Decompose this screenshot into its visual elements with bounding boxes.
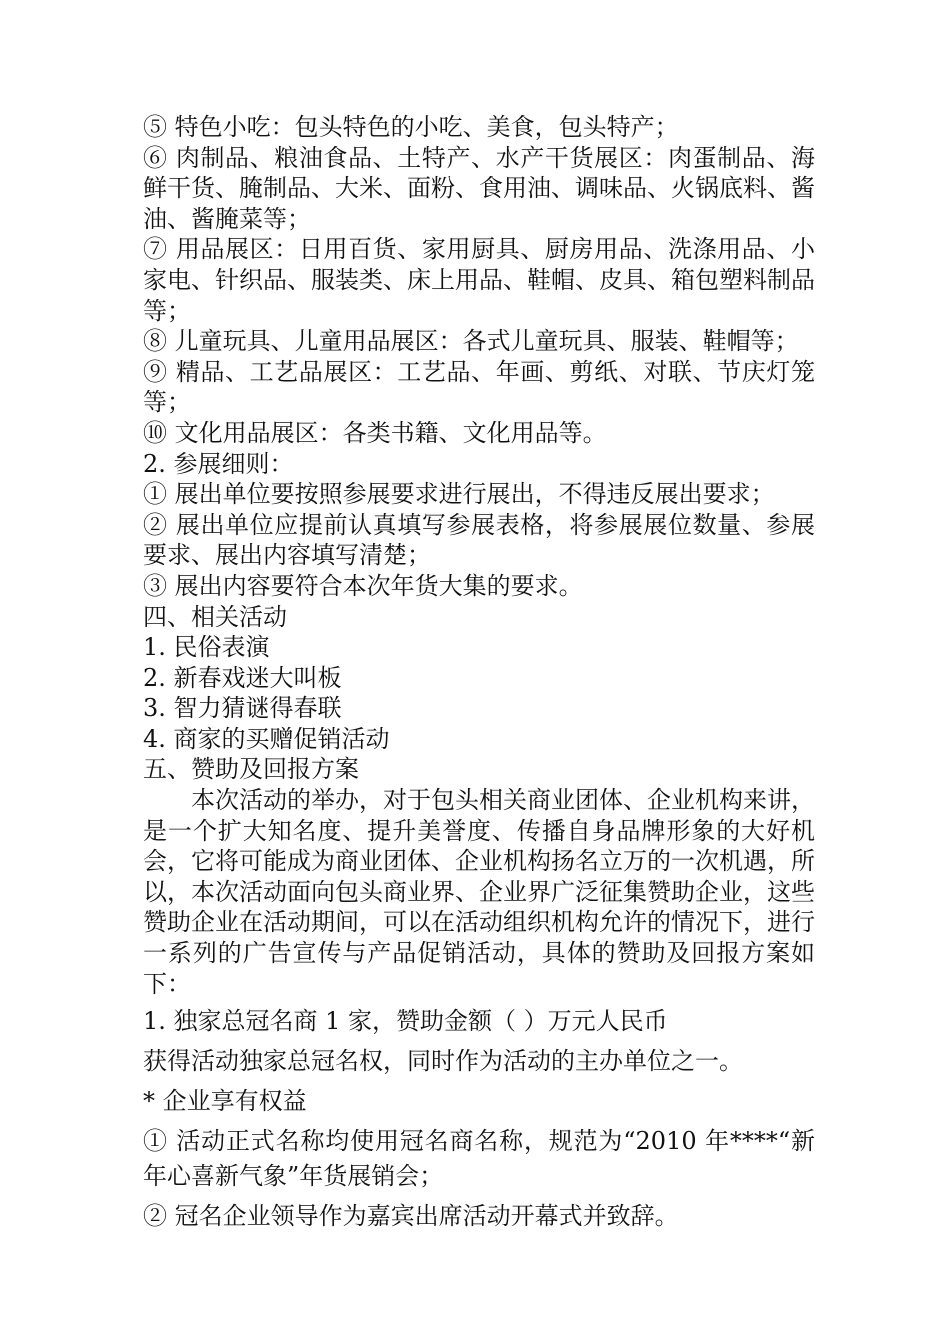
rights-item-1: ① 活动正式名称均使用冠名商名称，规范为“2010 年****“新年心喜新气象”年货展销会； — [143, 1127, 815, 1191]
sponsor-tier-1: 1. 独家总冠名商 1 家，赞助金额（ ）万元人民币 — [143, 1007, 668, 1036]
activity-item-4: 4. 商家的买赠促销活动 — [143, 724, 390, 753]
document-page — [143, 112, 815, 1234]
exhibit-item-7: ⑦ 用品展区：日用百货、家用厨具、厨房用品、洗涤用品、小家电、针织品、服装类、床上用品、鞋帽、皮具、箱包塑料制品等； — [143, 235, 815, 325]
activities-heading: 四、相关活动 — [143, 602, 287, 631]
activity-item-1: 1. 民俗表演 — [143, 633, 270, 662]
sponsorship-heading: 五、赞助及回报方案 — [143, 755, 359, 784]
activity-item-2: 2. 新春戏迷大叫板 — [143, 663, 342, 692]
rules-item-2: ② 展出单位应提前认真填写参展表格，将参展展位数量、参展要求、展出内容填写清楚； — [143, 510, 815, 570]
rules-item-3: ③ 展出内容要符合本次年货大集的要求。 — [143, 571, 583, 600]
exhibit-item-10: ⑩ 文化用品展区：各类书籍、文化用品等。 — [143, 418, 607, 447]
rights-item-2: ② 冠名企业领导作为嘉宾出席活动开幕式并致辞。 — [143, 1202, 679, 1231]
sponsor-tier-1-desc: 获得活动独家总冠名权，同时作为活动的主办单位之一。 — [143, 1047, 743, 1076]
exhibit-item-5: ⑤ 特色小吃：包头特色的小吃、美食，包头特产； — [143, 113, 679, 141]
exhibit-item-8: ⑧ 儿童玩具、儿童用品展区：各式儿童玩具、服装、鞋帽等； — [143, 327, 799, 356]
exhibit-item-9: ⑨ 精品、工艺品展区：工艺品、年画、剪纸、对联、节庆灯笼等； — [143, 357, 815, 417]
activity-item-3: 3. 智力猜谜得春联 — [143, 694, 342, 723]
exhibit-item-6: ⑥ 肉制品、粮油食品、土特产、水产干货展区：肉蛋制品、海鲜干货、腌制品、大米、面粉、食用油、调味品、火锅底料、酱油、酱腌菜等； — [143, 143, 815, 233]
rules-heading: 2. 参展细则： — [143, 449, 294, 478]
sponsorship-intro: 本次活动的举办，对于包头相关商业团体、企业机构来讲，是一个扩大知名度、提升美誉度、传播自身品牌形象的大好机会，它将可能成为商业团体、企业机构扬名立万的一次机遇，所以，本次活动面向包头商业界、企业界广泛征集赞助企业，这些赞助企业在活动期间，可以在活动组织机构允许的情况下，进行一系列的广告宣传与产品促销活动，具体的赞助及回报方案如下： — [143, 786, 815, 998]
rights-heading: * 企业享有权益 — [143, 1087, 307, 1116]
rules-item-1: ① 展出单位要按照参展要求进行展出，不得违反展出要求； — [143, 480, 775, 509]
